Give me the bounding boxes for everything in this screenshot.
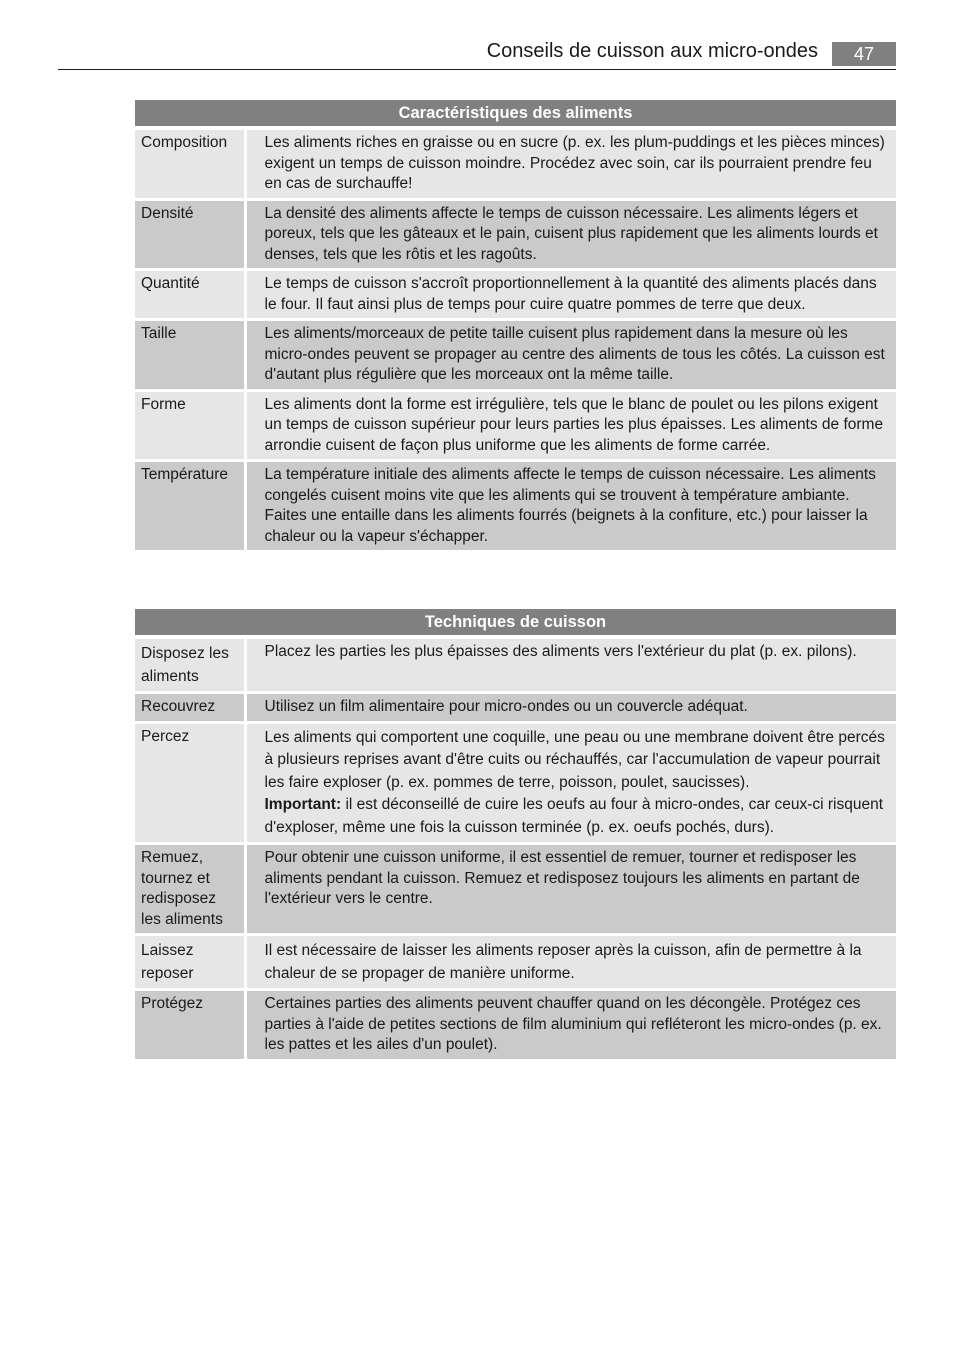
table-row — [135, 390, 896, 461]
row-text: Les aliments dont la forme est irrégulière, tels que le blanc de poulet ou les pilons exigent un temps de cuisson supérieur pour leurs parties les plus épaisses. Les aliments de forme arrondie cuisent de façon plus uniforme que les aliments de forme carrée. — [245, 390, 896, 461]
table-row — [135, 270, 896, 320]
row-text: Les aliments riches en graisse ou en sucre (p. ex. les plum-puddings et les pièces minces) exigent un temps de cuisson moindre. Procédez avec soin, car ils pourraient prendre feu en cas de surchauffe! — [245, 128, 896, 199]
table-row — [135, 320, 896, 391]
table-row — [135, 844, 896, 935]
important-label: Important: — [264, 796, 342, 813]
row-text: La température initiale des aliments affecte le temps de cuisson nécessaire. Les aliments congelés cuisent moins vite que les aliments qui se trouvent à température ambiante. Faites une entaille dans les aliments fourrés (beignets à la confiture, etc.) pour laisser la chaleur ou la vapeur s'échapper. — [245, 461, 896, 551]
row-text: Le temps de cuisson s'accroît proportionnellement à la quantité des aliments placés dans le four. Il faut ainsi plus de temps pour cuire quatre pommes de terre que deux. — [245, 270, 896, 320]
table-heading: Techniques de cuisson — [135, 609, 896, 637]
row-text: Certaines parties des aliments peuvent chauffer quand on les décongèle. Protégez ces parties à l'aide de petites sections de film aluminium qui refléteront les micro-ondes (p. ex. les pattes et les ailes d'un poulet). — [245, 990, 896, 1059]
row-text: Placez les parties les plus épaisses des aliments vers l'extérieur du plat (p. ex. pilons). — [245, 637, 896, 693]
row-label: Disposez les aliments — [135, 637, 245, 693]
row-label: Forme — [135, 390, 245, 461]
table-row — [135, 637, 896, 693]
table-row — [135, 722, 896, 844]
cooking-techniques-table — [135, 609, 896, 1059]
row-label: Taille — [135, 320, 245, 391]
table-heading: Caractéristiques des aliments — [135, 100, 896, 128]
table-row — [135, 461, 896, 551]
row-label: Température — [135, 461, 245, 551]
table-row — [135, 990, 896, 1059]
row-label: Recouvrez — [135, 693, 245, 723]
row-label: Percez — [135, 722, 245, 844]
row-text: Les aliments/morceaux de petite taille cuisent plus rapidement dans la mesure où les micro-ondes peuvent se propager au centre des aliments de tous les côtés. La cuisson est d'autant plus régulière que les morceaux ont la même taille. — [245, 320, 896, 391]
table-row — [135, 935, 896, 990]
row-label: Composition — [135, 128, 245, 199]
row-label: Protégez — [135, 990, 245, 1059]
table-row — [135, 128, 896, 199]
page-title: Conseils de cuisson aux micro-ondes — [486, 40, 818, 62]
row-text: La densité des aliments affecte le temps de cuisson nécessaire. Les aliments légers et poreux, tels que les gâteaux et le pain, cuisent plus rapidement que les aliments lourds et denses, tels que les rôtis et les ragoûts. — [245, 199, 896, 270]
row-text — [245, 722, 896, 844]
row-text: Utilisez un film alimentaire pour micro-ondes ou un couvercle adéquat. — [245, 693, 896, 723]
table-row — [135, 199, 896, 270]
important-text: il est déconseillé de cuire les oeufs au four à micro-ondes, car ceux-ci risquent d'exploser, même une fois la cuisson terminée (p. ex. oeufs pochés, durs). — [264, 796, 884, 836]
row-label: Densité — [135, 199, 245, 270]
row-text-main: Les aliments qui comportent une coquille, une peau ou une membrane doivent être percés à plusieurs reprises avant d'être cuits ou réchauffés, car l'accumulation de vapeur pourrait les faire exploser (p. ex. pommes de terre, poisson, poulet, saucisses). — [264, 728, 885, 791]
table-row — [135, 693, 896, 723]
row-label: Quantité — [135, 270, 245, 320]
row-label: Laissez reposer — [135, 935, 245, 990]
row-text: Il est nécessaire de laisser les aliments reposer après la cuisson, afin de permettre à la chaleur de se propager de manière uniforme. — [245, 935, 896, 990]
row-label: Remuez, tournez et redisposez les aliments — [135, 844, 245, 935]
page-number: 47 — [832, 42, 896, 66]
page-header — [58, 38, 896, 70]
row-text: Pour obtenir une cuisson uniforme, il est essentiel de remuer, tourner et redisposer les aliments pendant la cuisson. Remuez et redisposez toujours les aliments en partant de l'extérieur vers le centre. — [245, 844, 896, 935]
food-characteristics-table — [135, 100, 896, 550]
